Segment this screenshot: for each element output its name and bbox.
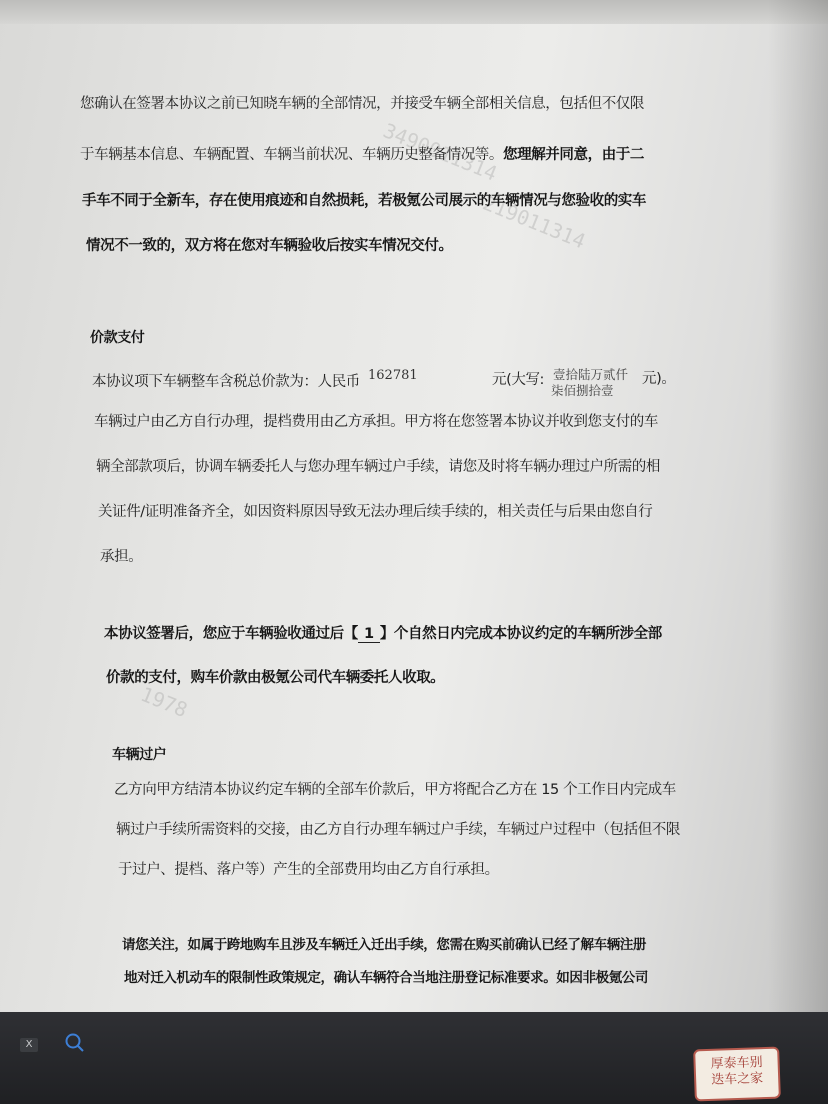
stamp-line2: 迭车之家 <box>710 1071 764 1088</box>
watermark: 3490011314 <box>379 118 501 186</box>
para1-line2-bold: 您理解并同意，由于二 <box>503 147 644 163</box>
deadline-line2: 价款的支付，购车价款由极氪公司代车辆委托人收取。 <box>106 670 445 686</box>
deadline-days: 1 <box>358 626 380 643</box>
price-daxie-line1: 壹拾陆万贰仟 <box>553 367 629 382</box>
stamp-line1: 厚泰车别 <box>710 1055 763 1072</box>
ownership-line3: 于过户、提档、落户等）产生的全部费用均由乙方自行承担。 <box>118 862 499 878</box>
transfer-line2: 辆全部款项后，协调车辆委托人与您办理车辆过户手续，请您及时将车辆办理过户所需的相 <box>96 459 660 475</box>
payment-heading: 价款支付 <box>90 330 145 346</box>
handwritten-stamp <box>693 1047 781 1102</box>
deadline-suffix: 】个自然日内完成本协议约定的车辆所涉全部 <box>379 626 662 642</box>
price-daxie-line2: 柒佰捌拾壹 <box>551 383 614 398</box>
ownership-line1: 乙方向甲方结清本协议约定车辆的全部车价款后，甲方将配合乙方在 15 个工作日内完成车 <box>114 782 676 798</box>
notice-line2: 地对迁入机动车的限制性政策规定，确认车辆符合当地注册登记标准要求。如因非极氪公司 <box>124 970 648 986</box>
para1-line2-normal: 于车辆基本信息、车辆配置、车辆当前状况、车辆历史整备情况等。 <box>80 147 503 163</box>
price-suffix-open: 元(大写: <box>492 372 545 388</box>
edge-shadow <box>768 0 828 1012</box>
para1-line3: 手车不同于全新车，存在使用痕迹和自然损耗，若极氪公司展示的车辆情况与您验收的实车 <box>82 193 646 209</box>
deadline-line1 <box>104 622 662 643</box>
price-suffix-close: 元)。 <box>642 371 676 387</box>
ownership-line2: 辆过户手续所需资料的交接，由乙方自行办理车辆过户手续，车辆过户过程中（包括但不限 <box>116 822 680 838</box>
deadline-prefix: 本协议签署后，您应于车辆验收通过后【 <box>104 626 358 642</box>
excel-icon[interactable]: X <box>20 1038 38 1052</box>
para1-line2 <box>80 143 644 164</box>
notice-line1: 请您关注，如属于跨地购车且涉及车辆迁入迁出手续，您需在购买前确认已经了解车辆注册 <box>122 937 646 953</box>
search-icon[interactable] <box>64 1032 86 1054</box>
price-prefix: 本协议项下车辆整车含税总价款为：人民币 <box>92 374 360 390</box>
price-amount: 162781 <box>368 368 418 383</box>
watermark: 219011314 <box>479 190 589 254</box>
para1-line4: 情况不一致的，双方将在您对车辆验收后按实车情况交付。 <box>86 238 453 254</box>
transfer-line4: 承担。 <box>100 549 143 565</box>
transfer-heading: 车辆过户 <box>112 747 167 763</box>
para1-line1: 您确认在签署本协议之前已知晓车辆的全部情况，并接受车辆全部相关信息，包括但不仅限 <box>80 96 644 112</box>
window-top-strip <box>0 0 828 24</box>
transfer-line1: 车辆过户由乙方自行办理，提档费用由乙方承担。甲方将在您签署本协议并收到您支付的车 <box>94 414 658 430</box>
watermark: 1978 <box>137 681 191 723</box>
transfer-line3: 关证件/证明准备齐全，如因资料原因导致无法办理后续手续的，相关责任与后果由您自行 <box>98 504 653 520</box>
